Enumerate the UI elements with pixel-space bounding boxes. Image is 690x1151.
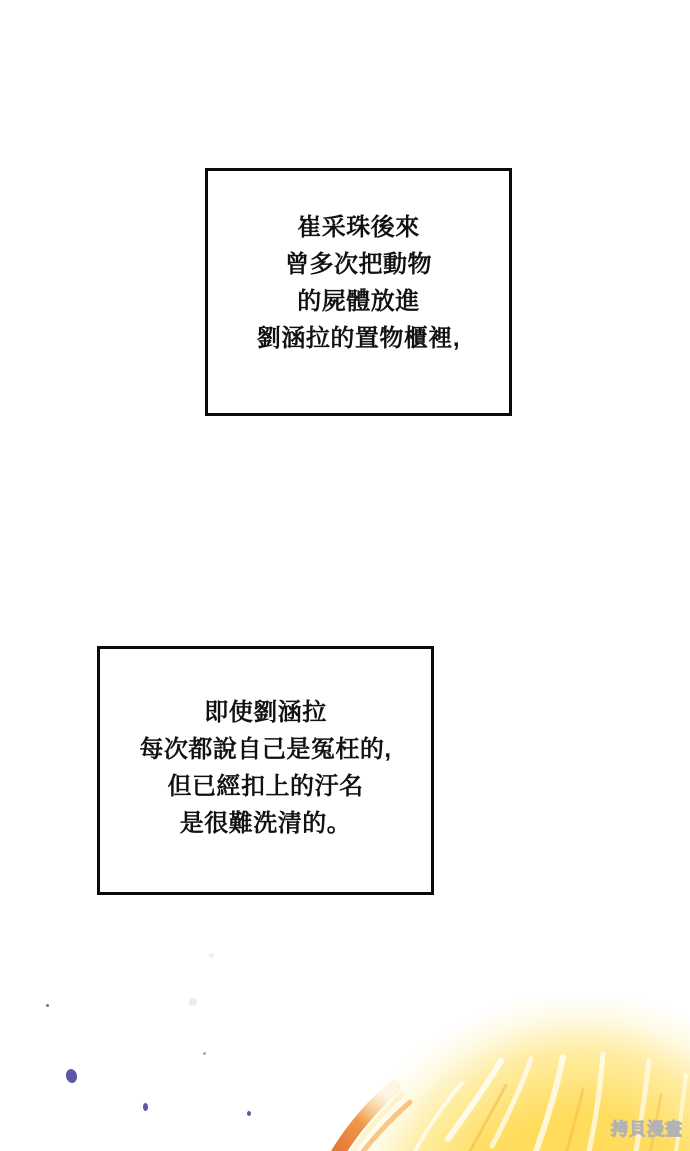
ink-speck [143, 1103, 148, 1111]
watermark-text: 拷貝漫畫 [611, 1120, 683, 1139]
caption-line: 曾多次把動物 [285, 251, 432, 278]
caption-line: 每次都說自己是冤枉的, [139, 735, 392, 763]
ink-speck [247, 1111, 251, 1116]
caption-line: 崔采珠後來 [297, 214, 420, 241]
caption-line: 劉涵拉的置物櫃裡, [256, 325, 461, 352]
ink-speck [46, 1004, 49, 1007]
ink-speck [203, 1052, 206, 1055]
caption-line: 但已經扣上的汙名 [167, 772, 364, 800]
caption-line: 即使劉涵拉 [204, 698, 327, 726]
caption-box-top [205, 168, 512, 416]
faint-smudge [209, 953, 214, 958]
caption-line: 的屍體放進 [297, 288, 420, 315]
caption-box-bottom [97, 646, 434, 895]
caption-line: 是很難洗清的。 [179, 809, 352, 837]
faint-smudge [189, 998, 197, 1006]
ink-speck [65, 1068, 79, 1084]
